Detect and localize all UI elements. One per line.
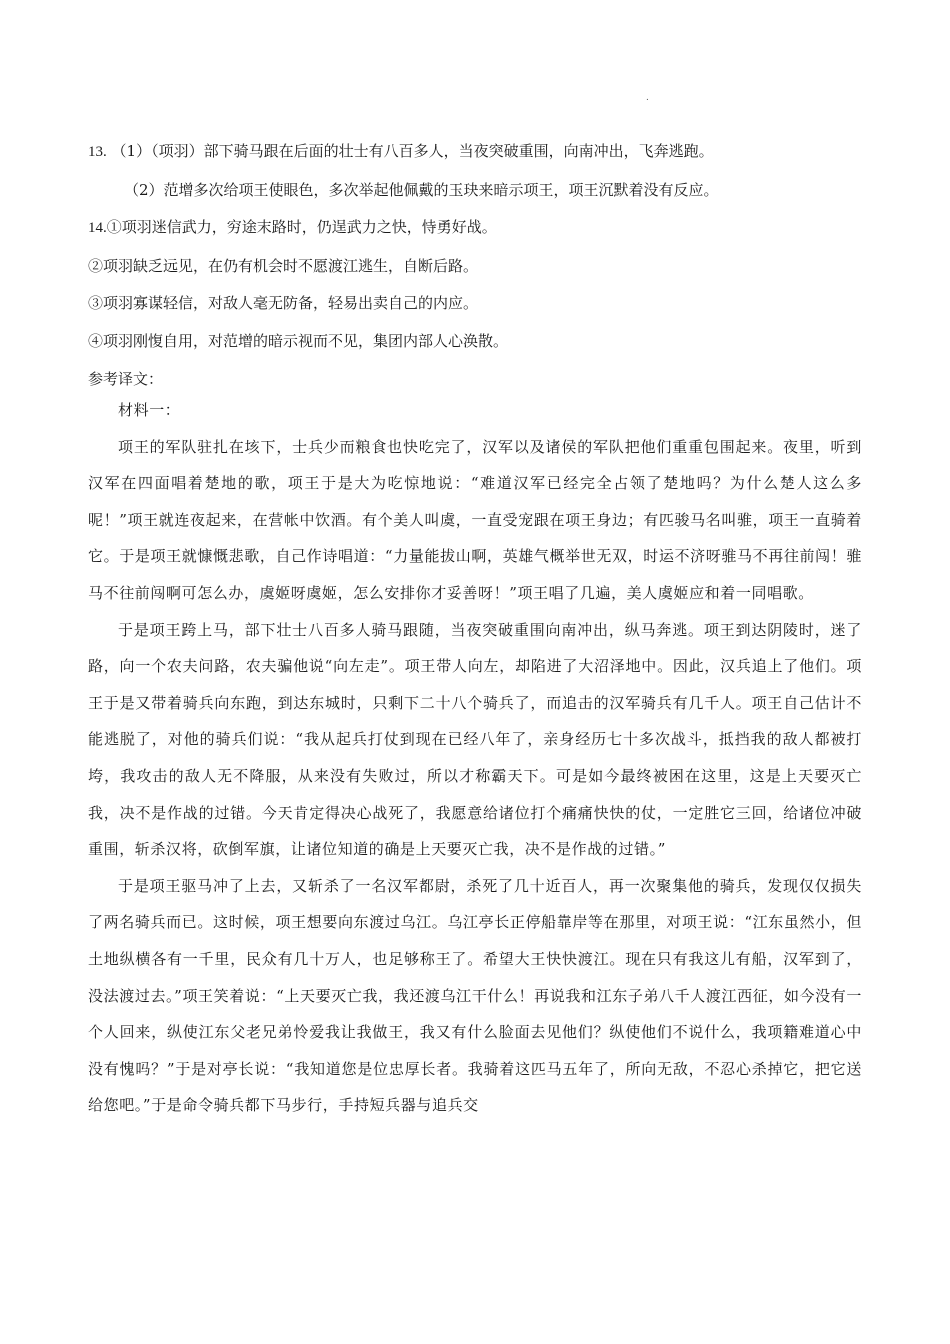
q14-answer-2: ②项羽缺乏远见，在仍有机会时不愿渡江逃生，自断后路。 <box>88 256 479 275</box>
q14-answer-1 <box>88 209 868 248</box>
translation-heading: 参考译文： <box>88 369 164 388</box>
translation-paragraph-3: 于是项王驱马冲了上去，又斩杀了一名汉军都尉，杀死了几十近百人，再一次聚集他的骑兵，发现仅仅损失了两名骑兵而已。这时候，项王想要向东渡过乌江。乌江亭长正停船靠岸等在那里，对项王说：“江东虽然小，但土地纵横各有一千里，民众有几十万人，也足够称王了。希望大王快快渡江。现在只有我这儿有船，汉军到了，没法渡过去。”项王笑着说：“上天要灭亡我，我还渡乌江干什么！再说我和江东子弟八千人渡江西征，如今没有一个人回来，纵使江东父老兄弟怜爱我让我做王，我又有什么脸面去见他们？纵使他们不说什么，我项籍难道心中没有愧吗？”于是对亭长说：“我知道您是位忠厚长者。我骑着这匹马五年了，所向无敌，不忍心杀掉它，把它送给您吧。”于是命令骑兵都下马步行，手持短兵器与追兵交 <box>88 876 862 1115</box>
translation-paragraph-1: 项王的军队驻扎在垓下，士兵少而粮食也快吃完了，汉军以及诸侯的军队把他们重重包围起来。夜里，听到汉军在四面唱着楚地的歌，项王于是大为吃惊地说：“难道汉军已经完全占领了楚地吗？为什么楚人这么多呢！”项王就连夜起来，在营帐中饮酒。有个美人叫虞，一直受宠跟在项王身边；有匹骏马名叫骓，项王一直骑着它。于是项王就慷慨悲歌，自己作诗唱道：“力量能拔山啊，英雄气概举世无双，时运不济呀骓马不再往前闯！骓马不往前闯啊可怎么办，虞姬呀虞姬，怎么安排你才妥善呀！”项王唱了几遍，美人虞姬应和着一同唱歌。 <box>88 437 862 602</box>
q13-answer-2: （2）范增多次给项王使眼色，多次举起他佩戴的玉玦来暗示项王，项王沉默着没有反应。 <box>124 180 719 199</box>
q13-answer-1 <box>88 133 868 172</box>
q14-answer-1-text: ①项羽迷信武力，穷途末路时，仍逞武力之快，恃勇好战。 <box>106 218 497 237</box>
q14-answer-3: ③项羽寡谋轻信，对敌人毫无防备，轻易出卖自己的内应。 <box>88 294 479 313</box>
q14-number: 14. <box>88 220 107 237</box>
translation-paragraph-2: 于是项王跨上马，部下壮士八百多人骑马跟随，当夜突破重围向南冲出，纵马奔逃。项王到达阴陵时，迷了路，向一个农夫问路，农夫骗他说“向左走”。项王带人向左，却陷进了大沼泽地中。因此，汉兵追上了他们。项王于是又带着骑兵向东跑，到达东城时，只剩下二十八个骑兵了，而追击的汉军骑兵有几千人。项王自己估计不能逃脱了，对他的骑兵们说：“我从起兵打仗到现在已经八年了，亲身经历七十多次战斗，抵挡我的敌人都被打垮，我攻击的敌人无不降服，从来没有失败过，所以才称霸天下。可是如今最终被困在这里，这是上天要灭亡我，决不是作战的过错。今天肯定得决心战死了，我愿意给诸位打个痛痛快快的仗，一定胜它三回，给诸位冲破重围，斩杀汉将，砍倒军旗，让诸位知道的确是上天要灭亡我，决不是作战的过错。” <box>88 620 862 859</box>
answer-section <box>88 133 868 398</box>
material-label: 材料一： <box>118 401 181 419</box>
translation-section <box>88 392 862 1124</box>
header-dot: . <box>646 92 649 103</box>
q14-answer-4: ④项羽刚愎自用，对范增的暗示视而不见，集团内部人心涣散。 <box>88 331 509 350</box>
q13-answer-1-text: （1）（项羽）部下骑马跟在后面的壮士有八百多人，当夜突破重围，向南冲出，飞奔逃跑。 <box>111 142 714 160</box>
q13-number: 13. <box>88 144 107 160</box>
